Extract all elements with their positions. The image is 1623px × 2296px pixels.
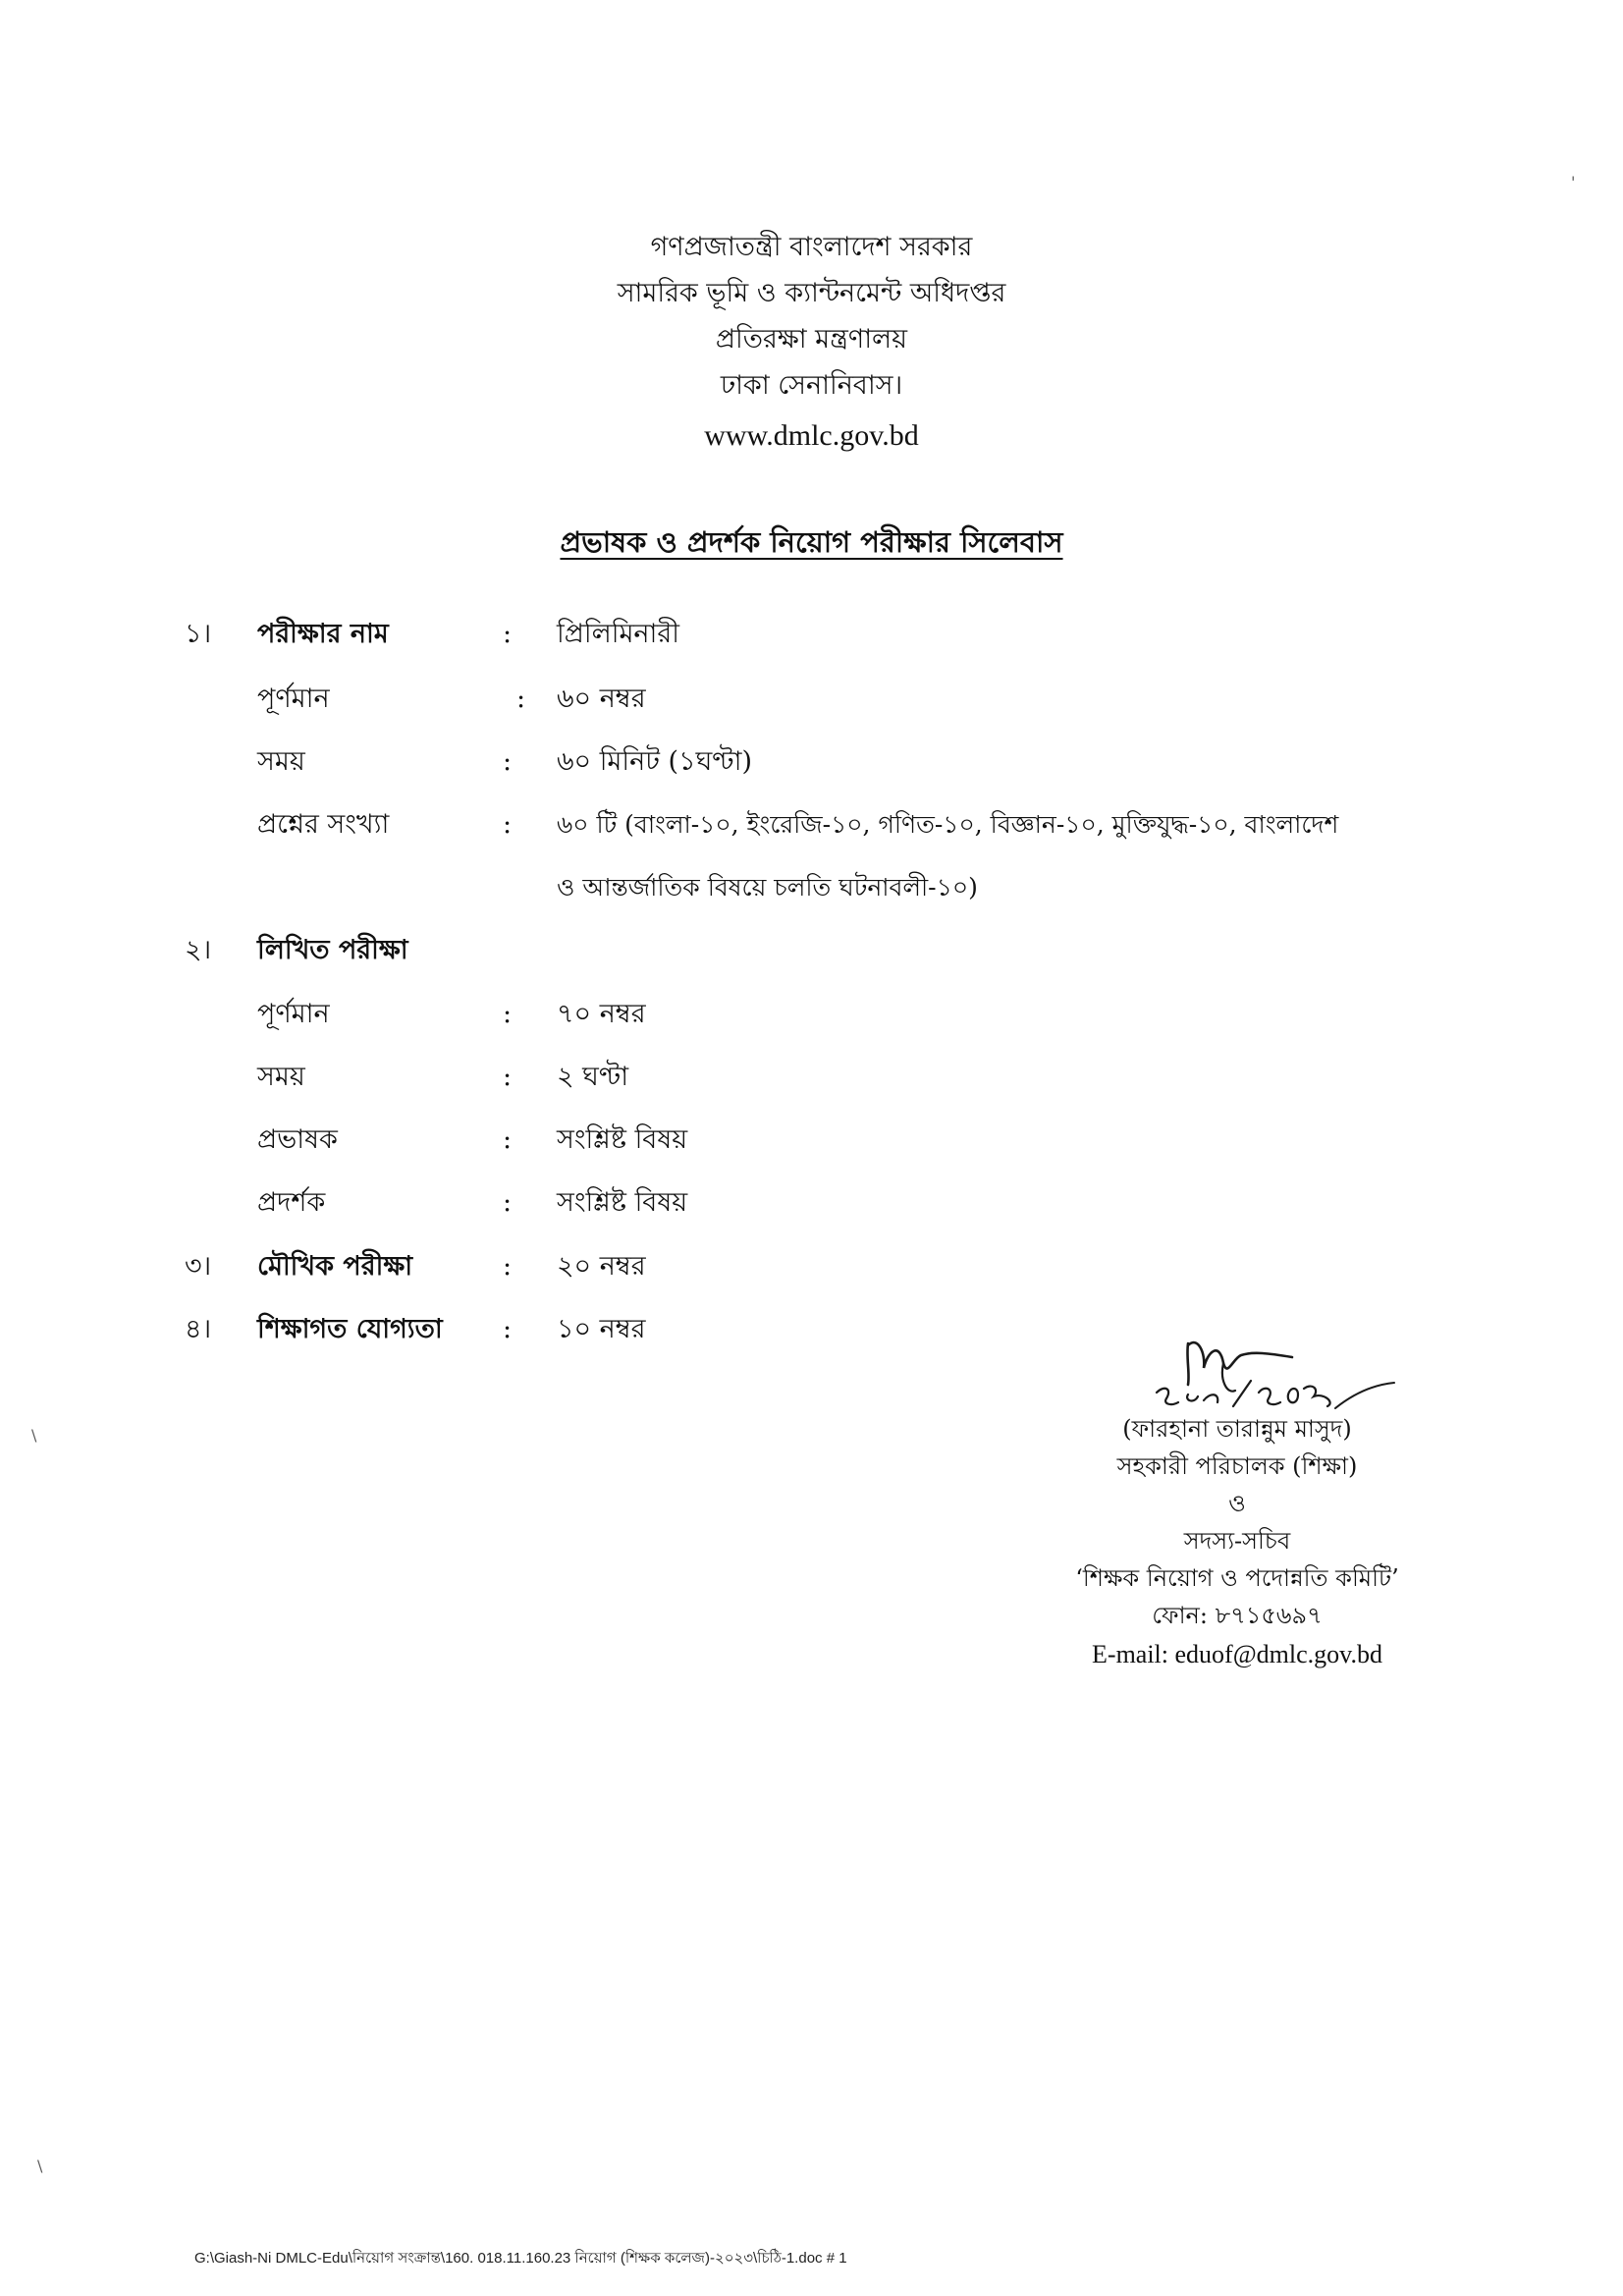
s1-full-marks-label: পূর্ণমান	[257, 683, 330, 714]
s1-questions-continuation: ও আন্তর্জাতিক বিষয়ে চলতি ঘটনাবলী-১০)	[557, 873, 978, 902]
s2-lecturer-value: সংশ্লিষ্ট বিষয়	[557, 1124, 688, 1155]
website-link[interactable]: www.dmlc.gov.bd	[704, 419, 919, 452]
colon: :	[503, 1062, 513, 1092]
file-path-footer: G:\Giash-Ni DMLC-Edu\নিয়োগ সংক্রান্ত\160. 018.11.160.23 নিয়োগ (শিক্ষক কলেজ)-২০২৩\চিঠি-1.doc # 1	[194, 2250, 847, 2267]
section-4-value: ১০ নম্বর	[557, 1314, 646, 1344]
section-1-number: ১।	[185, 619, 212, 649]
office-location: ঢাকা সেনানিবাস।	[720, 370, 903, 401]
colon: :	[503, 746, 513, 777]
signatory-block	[982, 1410, 1492, 1673]
s2-time-value: ২ ঘণ্টা	[557, 1062, 629, 1092]
section-1-heading-value: প্রিলিমিনারী	[557, 619, 679, 649]
section-1-heading: পরীক্ষার নাম	[257, 619, 389, 649]
section-2-heading: লিখিত পরীক্ষা	[257, 935, 408, 965]
colon: :	[503, 619, 513, 649]
section-4-number: ৪।	[185, 1314, 212, 1344]
handwritten-signature	[1041, 1324, 1414, 1412]
s1-questions-value: ৬০ টি (বাংলা-১০, ইংরেজি-১০, গণিত-১০, বিজ্ঞান-১০, মুক্তিযুদ্ধ-১০, বাংলাদেশ	[557, 810, 1339, 839]
s2-time-label: সময়	[257, 1062, 305, 1092]
s1-time-label: সময়	[257, 746, 305, 777]
colon: :	[503, 1124, 513, 1155]
scan-speck: \	[31, 1426, 37, 1445]
signatory-name: (ফারহানা তারান্নুম মাসুদ)	[1122, 1415, 1352, 1443]
signatory-conjunction: ও	[1228, 1490, 1246, 1517]
section-3-number: ৩।	[185, 1251, 212, 1282]
s2-demonstrator-value: সংশ্লিষ্ট বিষয়	[557, 1187, 688, 1218]
colon: :	[503, 999, 513, 1029]
ministry-name: প্রতিরক্ষা মন্ত্রণালয়	[715, 324, 908, 355]
s1-time-value: ৬০ মিনিট (১ঘণ্টা)	[557, 746, 753, 777]
govt-name: গণপ্রজাতন্ত্রী বাংলাদেশ সরকার	[650, 232, 973, 262]
colon: :	[503, 1187, 513, 1218]
signatory-designation: সহকারী পরিচালক (শিক্ষা)	[1116, 1452, 1358, 1480]
signatory-email[interactable]: E-mail: eduof@dmlc.gov.bd	[1092, 1640, 1382, 1668]
s2-demonstrator-label: প্রদর্শক	[257, 1187, 326, 1218]
scan-speck: \	[37, 2157, 43, 2175]
s2-full-marks-label: পূর্ণমান	[257, 999, 330, 1029]
colon: :	[503, 809, 513, 840]
document-title-text: প্রভাষক ও প্রদর্শক নিয়োগ পরীক্ষার সিলেবাস	[560, 525, 1063, 559]
s2-lecturer-label: প্রভাষক	[257, 1124, 338, 1155]
signatory-role: সদস্য-সচিব	[1183, 1527, 1291, 1555]
colon: :	[503, 1314, 513, 1344]
section-3-heading: মৌখিক পরীক্ষা	[257, 1251, 413, 1282]
colon: :	[516, 683, 526, 714]
scan-speck: '	[1571, 173, 1576, 191]
s1-questions-label: প্রশ্নের সংখ্যা	[257, 809, 390, 840]
section-3-value: ২০ নম্বর	[557, 1251, 646, 1282]
section-4-heading: শিক্ষাগত যোগ্যতা	[257, 1314, 443, 1344]
s2-full-marks-value: ৭০ নম্বর	[557, 999, 646, 1029]
colon: :	[503, 1251, 513, 1282]
signatory-phone: ফোন: ৮৭১৫৬৯৭	[1152, 1602, 1323, 1629]
section-2-number: ২।	[185, 935, 212, 965]
document-title	[0, 520, 1623, 569]
letterhead	[0, 224, 1623, 459]
signatory-committee: ‘শিক্ষক নিয়োগ ও পদোন্নতি কমিটি’	[1075, 1564, 1399, 1592]
s1-full-marks-value: ৬০ নম্বর	[557, 683, 646, 714]
department-name: সামরিক ভূমি ও ক্যান্টনমেন্ট অধিদপ্তর	[617, 278, 1006, 308]
